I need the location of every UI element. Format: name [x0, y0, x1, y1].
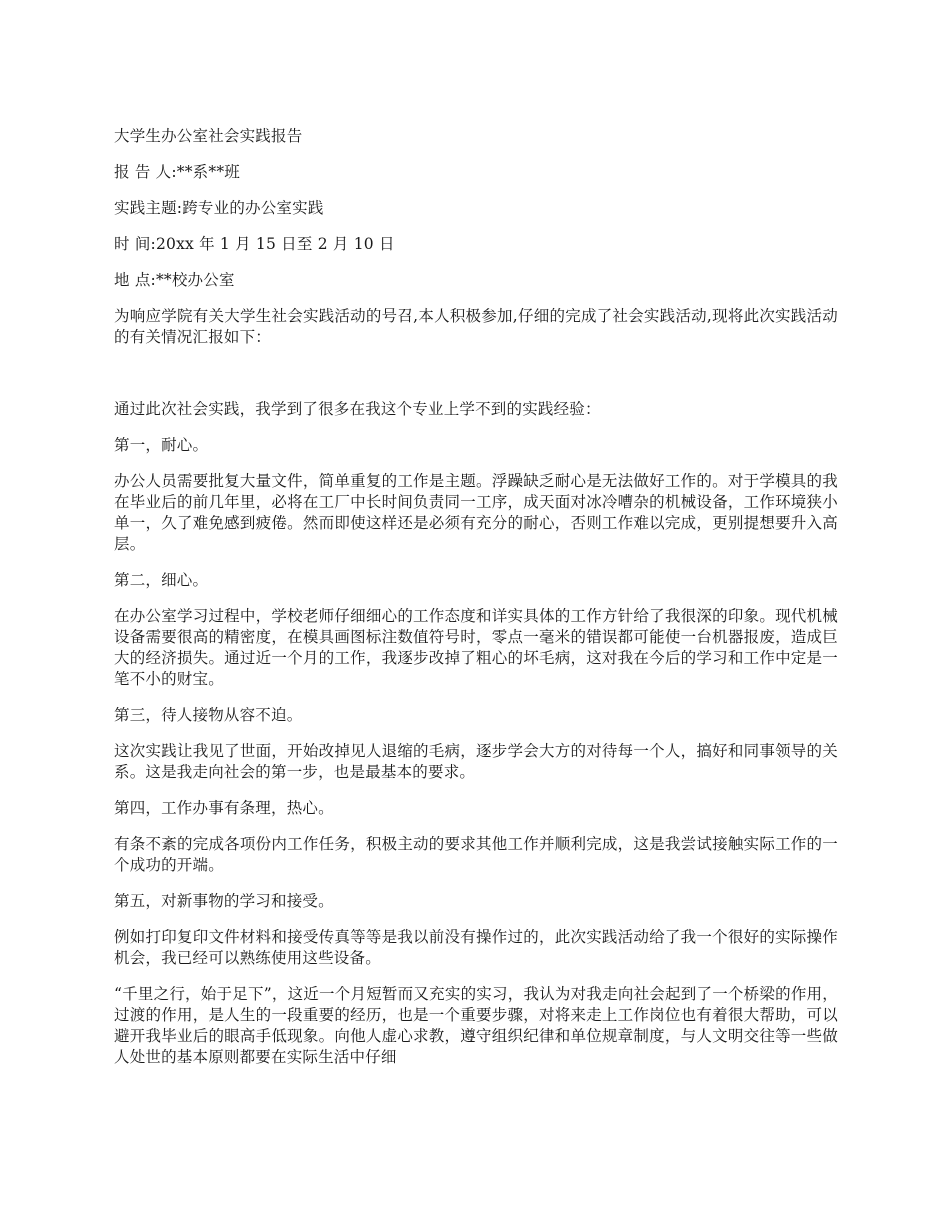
document-title: 大学生办公室社会实践报告	[114, 127, 303, 145]
section-heading-1: 第一，耐心。	[114, 436, 209, 454]
intro-paragraph: 为响应学院有关大学生社会实践活动的号召,本人积极参加,仔细的完成了社会实践活动,现将此次实践活动的有关情况汇报如下：	[114, 307, 838, 346]
section-body-1: 办公人员需要批复大量文件，简单重复的工作是主题。浮躁缺乏耐心是无法做好工作的。对于学模具的我在毕业后的前几年里，必将在工厂中长时间负责同一工序，成天面对冰冷嘈杂的机械设备，工作环境狭小单一，久了难免感到疲倦。然而即使这样还是必须有充分的耐心，否则工作难以完成，更别提想要升入高层。	[114, 472, 838, 553]
section-heading-2: 第二，细心。	[114, 571, 209, 589]
section-body-2: 在办公室学习过程中，学校老师仔细细心的工作态度和详实具体的工作方针给了我很深的印象。现代机械设备需要很高的精密度，在模具画图标注数值符号时，零点一毫米的错误都可能使一台机器报废，造成巨大的经济损失。通过近一个月的工作，我逐步改掉了粗心的坏毛病，这对我在今后的学习和工作中定是一笔不小的财宝。	[114, 607, 838, 688]
theme-line: 实践主题:跨专业的办公室实践	[114, 199, 324, 217]
place-line: 地 点:**校办公室	[114, 271, 235, 289]
summary-line: 通过此次社会实践，我学到了很多在我这个专业上学不到的实践经验：	[114, 400, 601, 418]
closing-paragraph: “千里之行，始于足下”，这近一个月短暂而又充实的实习，我认为对我走向社会起到了一个桥梁的作用，过渡的作用，是人生的一段重要的经历，也是一个重要步骤，对将来走上工作岗位也有着很大帮助，可以避开我毕业后的眼高手低现象。向他人虚心求教，遵守组织纪律和单位规章制度，与人文明交往等一些做人处世的基本原则都要在实际生活中仔细	[114, 985, 838, 1066]
section-body-4: 有条不紊的完成各项份内工作任务，积极主动的要求其他工作并顺利完成，这是我尝试接触实际工作的一个成功的开端。	[114, 835, 838, 874]
section-heading-4: 第四，工作办事有条理，热心。	[114, 799, 334, 817]
time-line: 时 间:20xx 年 1 月 15 日至 2 月 10 日	[114, 235, 395, 253]
section-heading-5: 第五，对新事物的学习和接受。	[114, 892, 334, 910]
reporter-line: 报 告 人:**系**班	[114, 163, 240, 181]
section-heading-3: 第三，待人接物从容不迫。	[114, 706, 303, 724]
blank-gap	[114, 363, 838, 399]
document-page	[114, 126, 838, 1083]
section-body-5: 例如打印复印文件材料和接受传真等等是我以前没有操作过的，此次实践活动给了我一个很好的实际操作机会，我已经可以熟练使用这些设备。	[114, 928, 838, 967]
section-body-3: 这次实践让我见了世面，开始改掉见人退缩的毛病，逐步学会大方的对待每一个人，搞好和同事领导的关系。这是我走向社会的第一步，也是最基本的要求。	[114, 742, 838, 781]
